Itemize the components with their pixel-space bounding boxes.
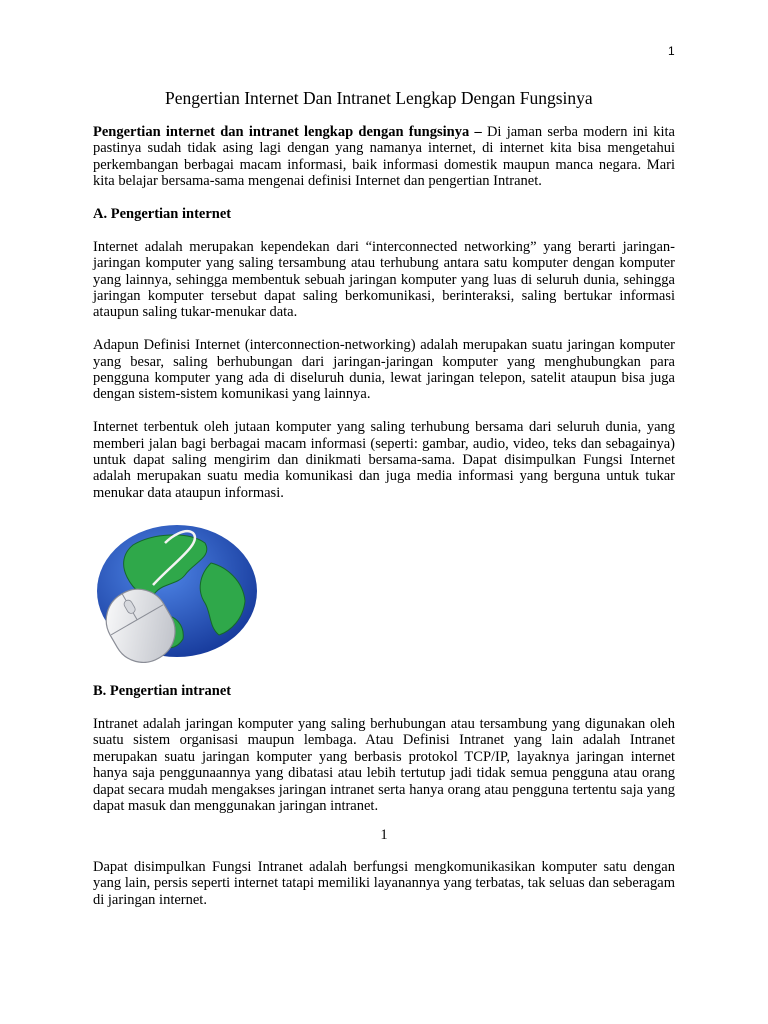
intro-text: Di jaman serba modern ini kita pastinya sudah tidak asing lagi dengan yang namanya internet, di internet kita bisa mengetahui perkembangan berbagai macam informasi, baik informasi domestik maupun manca negara. Mari kita belajar bersama-sama mengenai definisi Internet dan pengertian Intranet. (93, 124, 675, 190)
section-a-paragraph-2: Adapun Definisi Internet (interconnection-networking) adalah merupakan suatu jaringan komputer yang besar, saling berhubungan dari jaringan-jaringan komputer yang menghubungkan para pengguna komputer yang ada di diseluruh dunia, lewat jaringan telepon, satelit ataupun bisa juga dengan sistem-sistem komunikasi yang lainnya. (93, 337, 675, 403)
document-title: Pengertian Internet Dan Intranet Lengkap Dengan Fungsinya (165, 88, 593, 108)
page-number-mid: 1 (380, 826, 388, 843)
page-number-top: 1 (668, 44, 675, 58)
intro-lead: Pengertian internet dan intranet lengkap dengan fungsinya – (93, 124, 482, 140)
section-b-paragraph-1: Intranet adalah jaringan komputer yang saling berhubungan atau tersambung yang digunakan oleh suatu sistem organisasi maupun lembaga. Atau Definisi Intranet yang lain adalah Intranet merupakan suatu jaringan komputer yang berbasis protokol TCP/IP, layaknya jaringan internet hanya saja penggunaannya yang dibatasi atau lebih tertutup jadi tidak semua pengguna atau orang dapat secara mudah mengakses jaringan intranet serta hanya orang atau pengguna tertentu saja yang dapat masuk dan menggunakan jaringan intranet. (93, 716, 675, 815)
closing-paragraph: Dapat disimpulkan Fungsi Intranet adalah berfungsi mengkomunikasikan komputer satu dengan yang lain, persis seperti internet tatapi memiliki layanannya yang terbatas, tak seluas dan seberagam di jaringan internet. (93, 858, 675, 908)
globe-mouse-icon (93, 523, 257, 663)
section-a-paragraph-1: Internet adalah merupakan kependekan dari “interconnected networking” yang berarti jaringan-jaringan komputer yang saling tersambung atau terhubung antara satu komputer dengan komputer yang lainnya, sehingga membentuk sebuah jaringan komputer yang luas di seluruh dunia, sehingga jaringan komputer tersebut dapat saling berkomunikasi, berinteraksi, saling bertukar informasi ataupun saling tukar-menukar data. (93, 238, 675, 321)
section-a-heading: A. Pengertian internet (93, 206, 232, 223)
section-b-heading: B. Pengertian intranet (93, 683, 232, 700)
intro-paragraph (93, 124, 675, 190)
document-body (93, 86, 675, 908)
section-a-paragraph-3: Internet terbentuk oleh jutaan komputer yang saling terhubung bersama dari seluruh dunia, yang memberi jalan bagi berbagai macam informasi (seperti: gambar, audio, video, teks dan sebagainya) untuk dapat saling mengirim dan dinikmati bersama-sama. Dapat disimpulkan Fungsi Internet adalah merupakan suatu media komunikasi dan juga media informasi yang berguna untuk tukar menukar data ataupun informasi. (93, 419, 675, 501)
